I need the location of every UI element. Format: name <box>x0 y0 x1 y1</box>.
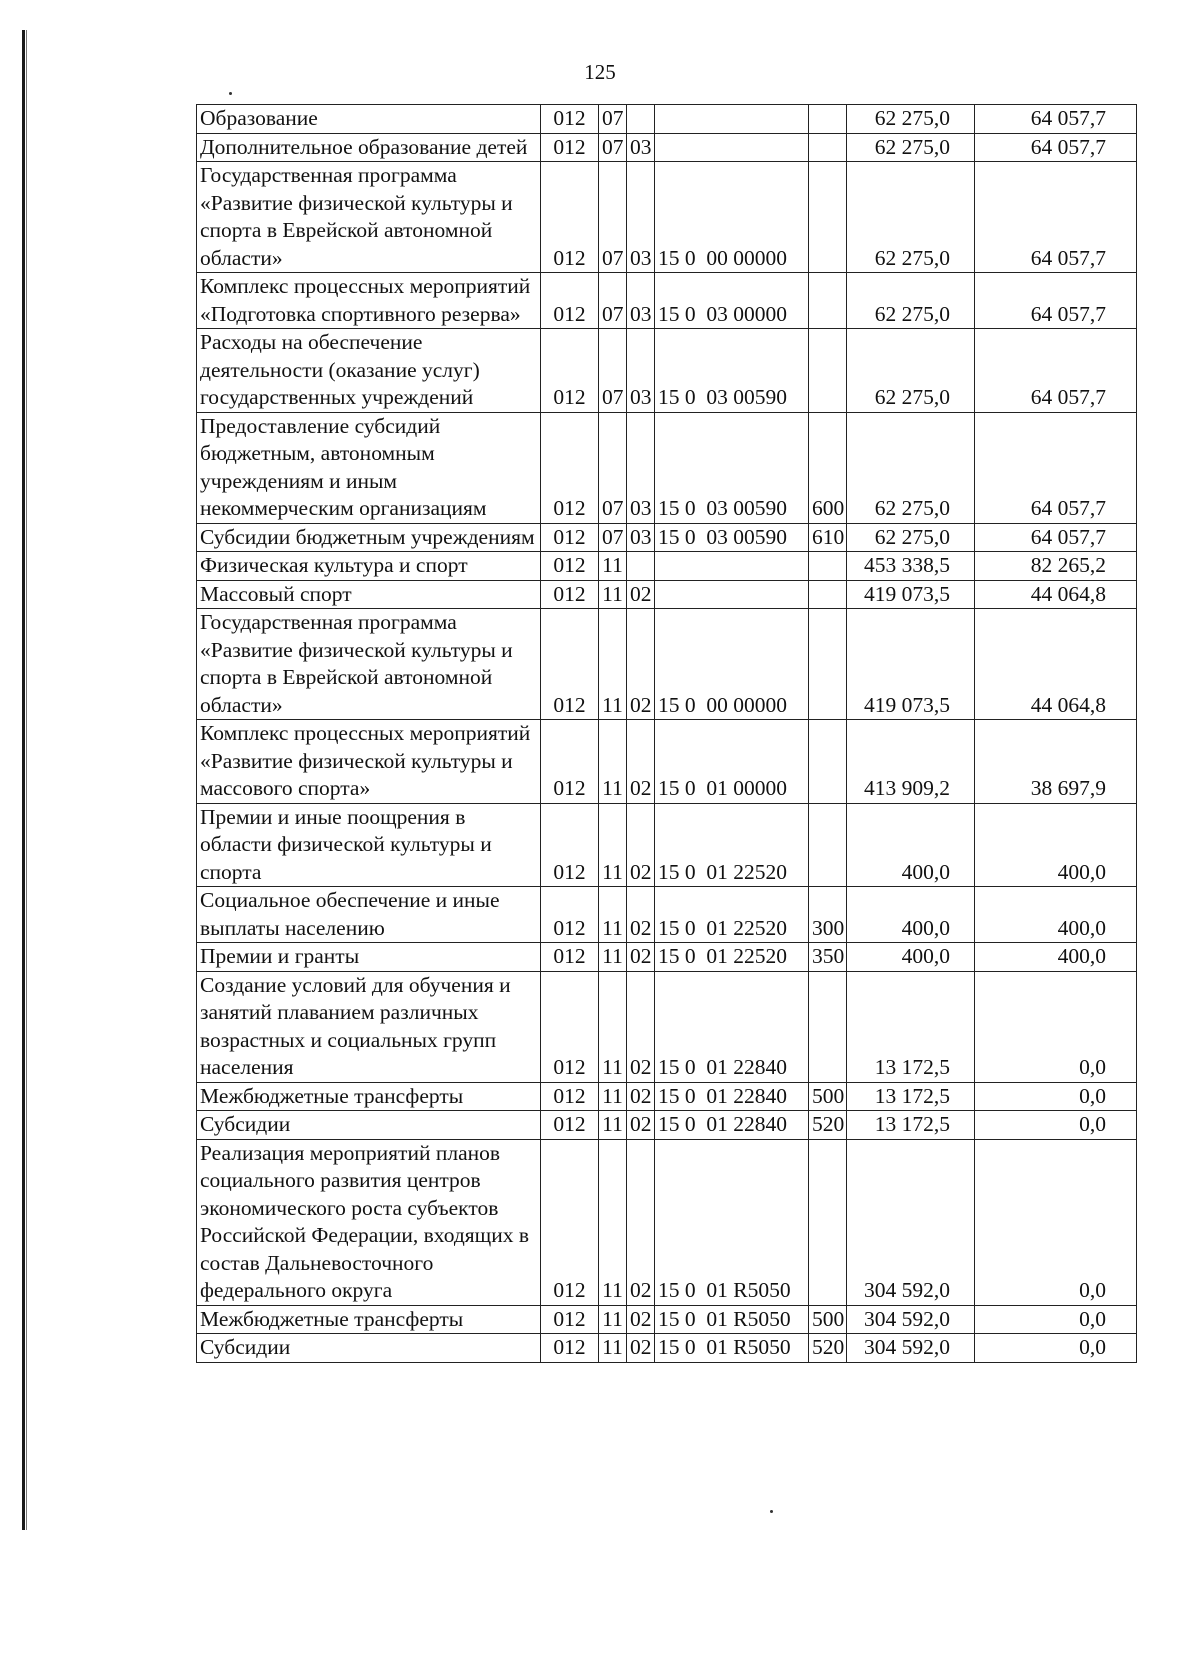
row-subsection-code: 03 <box>627 523 655 552</box>
table-row <box>197 1082 1137 1111</box>
scan-speck <box>770 1510 773 1513</box>
row-subsection-code: 02 <box>627 971 655 1082</box>
row-amount-year2: 0,0 <box>975 1082 1137 1111</box>
row-target-article: 15 0 01 R5050 <box>655 1305 809 1334</box>
scan-edge-line <box>22 30 25 1530</box>
row-amount-year1: 453 338,5 <box>847 552 975 581</box>
row-target-article: 15 0 03 00590 <box>655 523 809 552</box>
row-expense-type: 500 <box>809 1082 847 1111</box>
row-amount-year1: 13 172,5 <box>847 1111 975 1140</box>
row-subsection-code: 02 <box>627 580 655 609</box>
row-target-article: 15 0 01 22520 <box>655 887 809 943</box>
row-subsection-code: 03 <box>627 162 655 273</box>
row-subsection-code: 02 <box>627 1139 655 1305</box>
row-subsection-code: 03 <box>627 273 655 329</box>
row-section-code: 07 <box>599 412 627 523</box>
row-subsection-code: 03 <box>627 412 655 523</box>
row-section-code: 11 <box>599 971 627 1082</box>
row-target-article: 15 0 01 22840 <box>655 1111 809 1140</box>
table-row <box>197 1305 1137 1334</box>
row-name: Образование <box>197 105 541 134</box>
row-target-article <box>655 552 809 581</box>
row-amount-year2: 0,0 <box>975 1334 1137 1363</box>
row-subsection-code <box>627 552 655 581</box>
row-name: Премии и иные поощрения в области физической культуры и спорта <box>197 803 541 887</box>
row-admin-code: 012 <box>541 943 599 972</box>
row-target-article: 15 0 01 00000 <box>655 720 809 804</box>
row-amount-year2: 64 057,7 <box>975 105 1137 134</box>
row-amount-year2: 400,0 <box>975 943 1137 972</box>
row-expense-type: 500 <box>809 1305 847 1334</box>
row-expense-type <box>809 105 847 134</box>
table-row <box>197 1111 1137 1140</box>
row-amount-year1: 62 275,0 <box>847 523 975 552</box>
row-amount-year1: 400,0 <box>847 803 975 887</box>
row-admin-code: 012 <box>541 133 599 162</box>
row-amount-year1: 413 909,2 <box>847 720 975 804</box>
row-name: Комплекс процессных мероприятий «Подготовка спортивного резерва» <box>197 273 541 329</box>
table-row <box>197 412 1137 523</box>
row-target-article <box>655 133 809 162</box>
row-name: Реализация мероприятий планов социального развития центров экономического роста субъектов Российской Федерации, входящих в состав Дальневосточного федерального округа <box>197 1139 541 1305</box>
scan-edge-shadow <box>26 30 27 1530</box>
table-row <box>197 1334 1137 1363</box>
row-amount-year2: 44 064,8 <box>975 609 1137 720</box>
row-amount-year1: 62 275,0 <box>847 273 975 329</box>
table-row <box>197 552 1137 581</box>
row-target-article: 15 0 01 22840 <box>655 1082 809 1111</box>
row-subsection-code: 02 <box>627 803 655 887</box>
budget-table <box>196 104 1137 1363</box>
row-name: Дополнительное образование детей <box>197 133 541 162</box>
table-row <box>197 1139 1137 1305</box>
row-name: Государственная программа «Развитие физической культуры и спорта в Еврейской автономной области» <box>197 162 541 273</box>
row-name: Физическая культура и спорт <box>197 552 541 581</box>
row-target-article: 15 0 01 22520 <box>655 803 809 887</box>
row-amount-year1: 304 592,0 <box>847 1305 975 1334</box>
table-row <box>197 943 1137 972</box>
row-section-code: 07 <box>599 162 627 273</box>
table-row <box>197 887 1137 943</box>
table-row <box>197 105 1137 134</box>
row-section-code: 11 <box>599 1111 627 1140</box>
row-expense-type: 520 <box>809 1334 847 1363</box>
table-row <box>197 609 1137 720</box>
row-amount-year1: 62 275,0 <box>847 162 975 273</box>
row-expense-type: 610 <box>809 523 847 552</box>
table-row <box>197 803 1137 887</box>
table-row <box>197 162 1137 273</box>
row-section-code: 11 <box>599 1139 627 1305</box>
page-number: 125 <box>584 60 616 84</box>
row-subsection-code: 03 <box>627 329 655 413</box>
row-name: Социальное обеспечение и иные выплаты населению <box>197 887 541 943</box>
row-target-article <box>655 580 809 609</box>
row-admin-code: 012 <box>541 887 599 943</box>
row-section-code: 07 <box>599 523 627 552</box>
row-target-article: 15 0 00 00000 <box>655 162 809 273</box>
row-admin-code: 012 <box>541 523 599 552</box>
row-expense-type: 350 <box>809 943 847 972</box>
row-subsection-code: 02 <box>627 609 655 720</box>
row-expense-type <box>809 1139 847 1305</box>
table-body <box>197 105 1137 1363</box>
row-amount-year2: 400,0 <box>975 887 1137 943</box>
row-section-code: 07 <box>599 105 627 134</box>
row-admin-code: 012 <box>541 329 599 413</box>
row-amount-year1: 400,0 <box>847 887 975 943</box>
row-amount-year1: 304 592,0 <box>847 1139 975 1305</box>
row-amount-year2: 64 057,7 <box>975 162 1137 273</box>
row-subsection-code: 02 <box>627 1334 655 1363</box>
row-admin-code: 012 <box>541 412 599 523</box>
row-amount-year2: 400,0 <box>975 803 1137 887</box>
row-target-article: 15 0 00 00000 <box>655 609 809 720</box>
row-subsection-code: 02 <box>627 1082 655 1111</box>
row-expense-type <box>809 720 847 804</box>
row-name: Субсидии <box>197 1111 541 1140</box>
row-target-article: 15 0 01 R5050 <box>655 1334 809 1363</box>
row-amount-year2: 0,0 <box>975 971 1137 1082</box>
row-amount-year2: 0,0 <box>975 1305 1137 1334</box>
row-amount-year2: 64 057,7 <box>975 329 1137 413</box>
row-name: Субсидии бюджетным учреждениям <box>197 523 541 552</box>
row-admin-code: 012 <box>541 720 599 804</box>
row-target-article: 15 0 03 00000 <box>655 273 809 329</box>
row-amount-year2: 64 057,7 <box>975 133 1137 162</box>
row-amount-year1: 419 073,5 <box>847 609 975 720</box>
table-row <box>197 720 1137 804</box>
row-admin-code: 012 <box>541 580 599 609</box>
row-admin-code: 012 <box>541 971 599 1082</box>
row-name: Субсидии <box>197 1334 541 1363</box>
row-amount-year2: 64 057,7 <box>975 273 1137 329</box>
table-row <box>197 580 1137 609</box>
row-section-code: 07 <box>599 273 627 329</box>
row-amount-year2: 0,0 <box>975 1111 1137 1140</box>
table-row <box>197 971 1137 1082</box>
row-target-article: 15 0 03 00590 <box>655 329 809 413</box>
row-amount-year1: 13 172,5 <box>847 1082 975 1111</box>
row-admin-code: 012 <box>541 273 599 329</box>
row-expense-type <box>809 971 847 1082</box>
row-amount-year1: 62 275,0 <box>847 133 975 162</box>
row-amount-year2: 38 697,9 <box>975 720 1137 804</box>
row-target-article: 15 0 01 22840 <box>655 971 809 1082</box>
row-expense-type <box>809 609 847 720</box>
row-section-code: 11 <box>599 943 627 972</box>
row-subsection-code: 02 <box>627 720 655 804</box>
row-admin-code: 012 <box>541 1082 599 1111</box>
scan-speck <box>229 92 232 95</box>
row-expense-type: 300 <box>809 887 847 943</box>
row-amount-year1: 62 275,0 <box>847 412 975 523</box>
row-section-code: 11 <box>599 1334 627 1363</box>
row-expense-type <box>809 803 847 887</box>
row-amount-year2: 0,0 <box>975 1139 1137 1305</box>
row-subsection-code <box>627 105 655 134</box>
row-section-code: 11 <box>599 552 627 581</box>
row-subsection-code: 02 <box>627 887 655 943</box>
row-section-code: 11 <box>599 580 627 609</box>
row-amount-year2: 64 057,7 <box>975 523 1137 552</box>
row-section-code: 11 <box>599 887 627 943</box>
row-amount-year1: 13 172,5 <box>847 971 975 1082</box>
row-expense-type: 520 <box>809 1111 847 1140</box>
row-section-code: 11 <box>599 609 627 720</box>
row-amount-year1: 400,0 <box>847 943 975 972</box>
row-amount-year1: 62 275,0 <box>847 329 975 413</box>
row-amount-year2: 44 064,8 <box>975 580 1137 609</box>
row-name: Премии и гранты <box>197 943 541 972</box>
row-expense-type <box>809 552 847 581</box>
row-expense-type <box>809 273 847 329</box>
row-admin-code: 012 <box>541 1305 599 1334</box>
table-row <box>197 273 1137 329</box>
row-target-article <box>655 105 809 134</box>
row-name: Межбюджетные трансферты <box>197 1082 541 1111</box>
row-amount-year2: 82 265,2 <box>975 552 1137 581</box>
row-amount-year1: 419 073,5 <box>847 580 975 609</box>
table-row <box>197 523 1137 552</box>
row-admin-code: 012 <box>541 552 599 581</box>
row-name: Государственная программа «Развитие физической культуры и спорта в Еврейской автономной области» <box>197 609 541 720</box>
row-amount-year1: 62 275,0 <box>847 105 975 134</box>
row-section-code: 11 <box>599 720 627 804</box>
row-section-code: 11 <box>599 1305 627 1334</box>
row-target-article: 15 0 01 R5050 <box>655 1139 809 1305</box>
row-amount-year1: 304 592,0 <box>847 1334 975 1363</box>
row-admin-code: 012 <box>541 1334 599 1363</box>
table-row <box>197 329 1137 413</box>
row-admin-code: 012 <box>541 1139 599 1305</box>
row-section-code: 11 <box>599 803 627 887</box>
row-section-code: 07 <box>599 329 627 413</box>
row-name: Создание условий для обучения и занятий плаванием различных возрастных и социальных групп населения <box>197 971 541 1082</box>
row-admin-code: 012 <box>541 1111 599 1140</box>
row-target-article: 15 0 03 00590 <box>655 412 809 523</box>
row-name: Массовый спорт <box>197 580 541 609</box>
row-section-code: 07 <box>599 133 627 162</box>
row-name: Предоставление субсидий бюджетным, автономным учреждениям и иным некоммерческим организациям <box>197 412 541 523</box>
row-subsection-code: 03 <box>627 133 655 162</box>
row-name: Расходы на обеспечение деятельности (оказание услуг) государственных учреждений <box>197 329 541 413</box>
row-expense-type <box>809 329 847 413</box>
row-admin-code: 012 <box>541 162 599 273</box>
row-expense-type <box>809 133 847 162</box>
row-expense-type <box>809 580 847 609</box>
row-name: Межбюджетные трансферты <box>197 1305 541 1334</box>
row-section-code: 11 <box>599 1082 627 1111</box>
row-target-article: 15 0 01 22520 <box>655 943 809 972</box>
row-subsection-code: 02 <box>627 1111 655 1140</box>
row-admin-code: 012 <box>541 105 599 134</box>
row-name: Комплекс процессных мероприятий «Развитие физической культуры и массового спорта» <box>197 720 541 804</box>
table-row <box>197 133 1137 162</box>
row-admin-code: 012 <box>541 609 599 720</box>
row-subsection-code: 02 <box>627 943 655 972</box>
row-amount-year2: 64 057,7 <box>975 412 1137 523</box>
row-admin-code: 012 <box>541 803 599 887</box>
row-expense-type <box>809 162 847 273</box>
row-subsection-code: 02 <box>627 1305 655 1334</box>
row-expense-type: 600 <box>809 412 847 523</box>
